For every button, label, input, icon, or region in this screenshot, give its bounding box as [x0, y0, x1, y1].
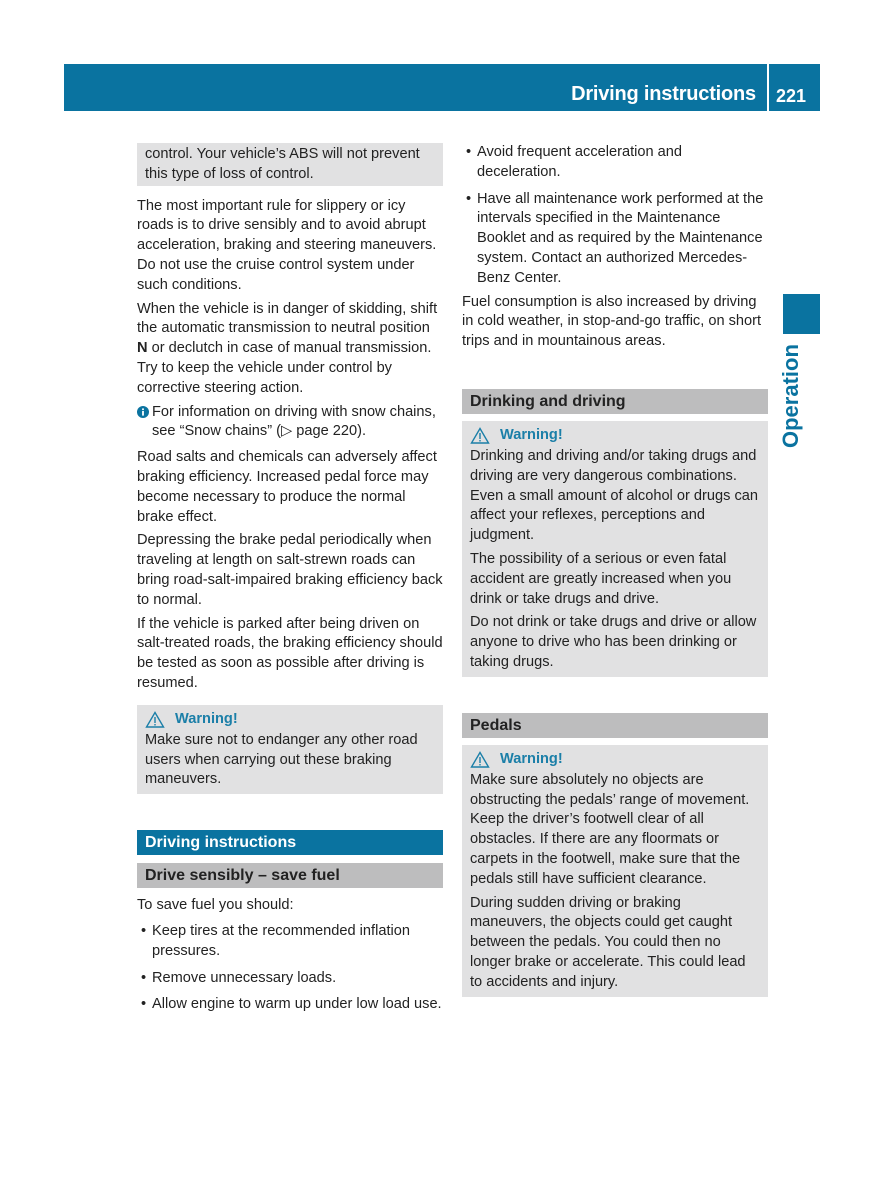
section-heading-driving-instructions: Driving instructions [137, 830, 443, 855]
list-item: • Avoid frequent acceleration and deceleration. [462, 143, 768, 183]
save-fuel-intro: To save fuel you should: [137, 897, 294, 914]
right-column [462, 143, 768, 997]
list-item: • Allow engine to warm up under low load use. [137, 995, 443, 1015]
warning-text: Do not drink or take drugs and drive or allow anyone to drive who has been drinking or taking drugs. [470, 614, 757, 670]
paragraph-road-salts: Road salts and chemicals can adversely affect braking efficiency. Increased pedal force may become necessary to produce the normal brake effect. [137, 449, 437, 525]
warning-text: During sudden driving or braking maneuvers, the objects could get caught between the pedals. You could then no longer brake or accelerate. This could lead to accidents and injury. [470, 894, 746, 990]
list-item: • Have all maintenance work performed at the intervals specified in the Maintenance Booklet and as required by the Maintenance system. Contact an authorized Mercedes-Benz Center. [462, 190, 768, 289]
neutral-position-N: N [137, 340, 148, 357]
page-header-bar [64, 64, 820, 111]
warning-triangle-icon [470, 751, 490, 768]
info-note-text[interactable]: For information on driving with snow chains, see “Snow chains” (▷ page 220). [152, 403, 436, 440]
subsection-heading-save-fuel: Drive sensibly – save fuel [137, 863, 443, 888]
save-fuel-list [137, 922, 443, 1015]
warning-header [145, 709, 435, 731]
skidding-text-2: or declutch in case of manual transmission. Try to keep the vehicle under control by corrective steering action. [137, 340, 432, 396]
paragraph-brake-pedal: Depressing the brake pedal periodically when traveling at length on salt-strewn roads can bring road-salt-impaired braking efficiency back to normal. [137, 532, 443, 608]
subsection-heading-drinking: Drinking and driving [462, 389, 768, 414]
warning-triangle-icon [470, 427, 490, 444]
header-divider [767, 64, 769, 111]
left-column [137, 143, 443, 1022]
warning-triangle-icon [145, 711, 165, 728]
warning-text: Drinking and driving and/or taking drugs and driving are very dangerous combinations. Even a small amount of alcohol or drugs can affect your reflexes, perceptions and judgment. [470, 447, 758, 544]
warning-text: The possibility of a serious or even fatal accident are greatly increased when you drink or take drugs and drive. [470, 550, 732, 607]
warning-header [470, 749, 760, 771]
save-fuel-list-continued [462, 143, 768, 289]
list-item: • Remove unnecessary loads. [137, 969, 443, 989]
warning-title: Warning! [175, 710, 238, 727]
paragraph-parked-vehicle: If the vehicle is parked after being driven on salt-treated roads, the braking efficiency should be tested as soon as possible after driving is resumed. [137, 615, 443, 691]
warning-title: Warning! [500, 750, 563, 767]
page-number: 221 [776, 86, 807, 106]
paragraph-slippery-roads: The most important rule for slippery or icy roads is to drive sensibly and to avoid abrupt acceleration, braking and steering maneuvers. Do not use the cruise control system under such conditions. [137, 197, 437, 293]
chapter-tab-marker [783, 294, 820, 334]
paragraph-fuel-consumption: Fuel consumption is also increased by driving in cold weather, in stop-and-go traffic, on short trips and in mountainous areas. [462, 293, 762, 350]
warning-header [470, 425, 760, 447]
continued-text: control. Your vehicle’s ABS will not prevent this type of loss of control. [145, 146, 420, 182]
subsection-heading-pedals: Pedals [462, 713, 768, 738]
paragraph-skidding [137, 300, 443, 399]
warning-box-pedals [462, 745, 768, 997]
info-icon [137, 405, 149, 425]
continued-warning-box [137, 143, 443, 186]
chapter-tab-label: Operation [778, 344, 803, 448]
list-item: • Keep tires at the recommended inflation pressures. [137, 922, 443, 962]
warning-text: Make sure absolutely no objects are obstructing the pedals’ range of movement. Keep the driver’s footwell clear of all obstacles. If there are any floormats or carpets in the footwell, make sure that the pedals still have sufficient clearance. [470, 771, 750, 887]
warning-box-braking [137, 705, 443, 794]
info-note [137, 403, 443, 443]
warning-box-drinking [462, 421, 768, 677]
warning-text: Make sure not to endanger any other road users when carrying out these braking maneuvers. [145, 731, 418, 788]
header-section-title: Driving instructions [571, 83, 756, 105]
warning-title: Warning! [500, 427, 563, 444]
skidding-text-1: When the vehicle is in danger of skidding, shift the automatic transmission to neutral position [137, 300, 438, 337]
